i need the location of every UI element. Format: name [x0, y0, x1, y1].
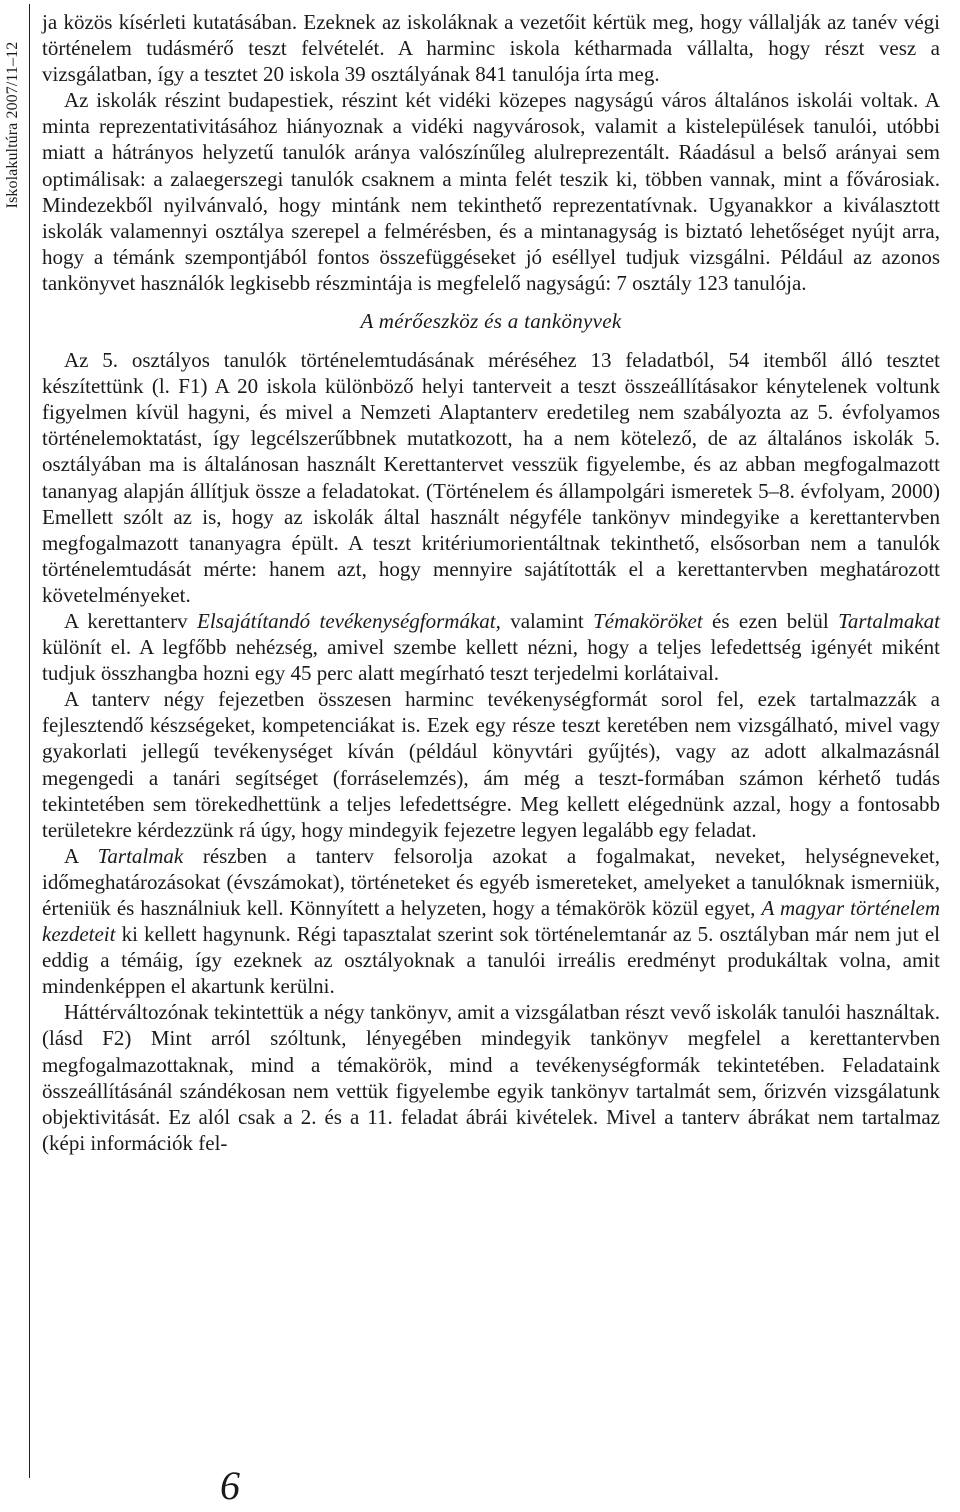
- paragraph-2: Az iskolák részint budapestiek, részint két vidéki közepes nagyságú város általános iskolái voltak. A minta reprezentativitásához hiányoznak a vidéki nagyvárosok, valamit a kistelepülések tanulói, utóbbi miatt a hátrányos helyzetű tanulók aránya valószínűleg alulreprezentált. Ráadásul a belső arányai sem optimálisak: a zalaegerszegi tanulók csaknem a minta felét teszik ki, többen vannak, mint a fővárosiak. Mindezekből nyilvánvaló, hogy mintánk nem tekinthető reprezentatívnak. Ugyanakkor a kiválasztott iskolák valamennyi osztálya szerepel a felmérésben, és a mintanagyság is biztató lehetőséget nyújt arra, hogy a témánk szempontjából fontos összefüggéseket jó eséllyel tudjuk vizsgálni. Például az azonos tankönyvet használók legkisebb részmintája is megfelelő nagyságú: 7 osztály 123 tanulója.: [42, 88, 940, 295]
- paragraph-7: Háttérváltozónak tekintettük a négy tankönyv, amit a vizsgálatban részt vevő iskolák tanulói használtak. (lásd F2) Mint arról szóltunk, lényegében mindegyik tankönyv megfelel a kerettantervben megfogalmazottaknak, mind a témakörök, mind a tevékenységformák tekintetében. Feladataink összeállításánál szándékosan nem vettük figyelembe egyik tankönyv tartalmát sem, őrizvén vizsgálatunk objektivitását. Ez alól csak a 2. és a 11. feladat ábrái kivételek. Mivel a tanterv ábrákat nem tartalmaz (képi információk fel-: [42, 1000, 940, 1155]
- paragraph-6-italic-1: Tartalmak: [97, 843, 184, 868]
- paragraph-4: [42, 608, 940, 686]
- paragraph-6: [42, 843, 940, 1000]
- paragraph-6-text-2: részben a tanterv felsorolja azokat a fogalmakat, neveket, helységneveket, időmeghatározásokat (évszámokat), történeteket és egyéb ismereteket, amelyeket a tanulóknak ismerniük, érteniük és használniuk kell. Könnyített a helyzeten, hogy a témakörök közül egyet,: [42, 843, 940, 920]
- page-number: 6: [220, 1463, 240, 1508]
- paragraph-3: Az 5. osztályos tanulók történelemtudásának méréséhez 13 feladatból, 54 itemből álló tesztet készítettünk (l. F1) A 20 iskola különböző helyi tanterveit a teszt összeállításakor kénytelenek voltunk figyelmen kívül hagyni, és mivel a Nemzeti Alaptanterv eredetileg nem szabályozta az 5. évfolyamos történelemoktatást, így legcélszerűbbnek mutatkozott, ha a nem kötelező, de az általános iskolák 5. osztályában ma is általánosan használt Kerettantervet vesszük figyelembe, és az abban megfogalmazott tananyag alapján állítjuk össze a feladatokat. (Történelem és állampolgári ismeretek 5–8. évfolyam, 2000) Emellett szólt az is, hogy az iskolák által használt négyféle tankönyv mindegyike a kerettantervben megfogalmazott tananyagra épült. A teszt kritériumorientáltnak tekinthető, elsősorban nem a tanulók történelemtudását mérte: hanem azt, hogy mennyire sajátították el a kerettantervben meghatározott követelményeket.: [42, 348, 940, 607]
- running-head-text: Iskolakultúra 2007/11–12: [4, 41, 21, 209]
- paragraph-6-text-1: A: [64, 843, 98, 868]
- margin-rule: [29, 4, 30, 1478]
- paragraph-4-text-2: valamint: [500, 608, 594, 633]
- paragraph-4-text-1: A kerettanterv: [64, 608, 197, 633]
- paragraph-5: A tanterv négy fejezetben összesen harminc tevékenységformát sorol fel, ezek tartalmazzák a fejlesztendő készségeket, kompetenciákat is. Ezek egy része teszt keretében nem vizsgálható, mivel vagy gyakorlati jellegű tevékenységet kíván (például könyvtári gyűjtés), vagy az adott alkalmazásnál megengedi a tanári segítséget (forráselemzés), ám még a teszt-formában számon kérhető tudás tekintetében sem törekedhettünk a teljes lefedettségre. Meg kellett elégednünk azzal, hogy a fontosabb területekre kérdezzünk rá úgy, hogy mindegyik fejezetre legyen legalább egy feladat.: [42, 687, 940, 842]
- paragraph-4-italic-3: Tartalmakat: [838, 608, 940, 633]
- paragraph-4-text-3: és ezen belül: [702, 608, 839, 633]
- paragraph-4-italic-1: Elsajátítandó tevékenységformákat,: [197, 608, 501, 633]
- paragraph-6-italic-2: A magyar történelem kezdeteit: [42, 896, 940, 947]
- section-heading: A mérőeszköz és a tankönyvek: [360, 309, 622, 334]
- paragraph-4-text-4: különít el. A legfőbb nehézség, amivel szembe kellett nézni, hogy a teljes lefedettség igényét miként tudjuk összhangba hozni egy 45 perc alatt megírható teszt terjedelmi korlátaival.: [42, 635, 940, 686]
- paragraph-4-italic-2: Témaköröket: [593, 608, 703, 633]
- running-head: [0, 0, 26, 250]
- paragraph-1: ja közös kísérleti kutatásában. Ezeknek az iskoláknak a vezetőit kértük meg, hogy vállalják az tanév végi történelem tudásmérő teszt felvételét. A harminc iskola kétharmada vállalta, hogy részt vesz a vizsgálatban, így a tesztet 20 iskola 39 osztályának 841 tanulója írta meg.: [42, 10, 940, 87]
- article-body: [42, 9, 940, 1156]
- paragraph-6-text-3: ki kellett hagynunk. Régi tapasztalat szerint sok történelemtanár az 5. osztályban már nem jut el eddig a témáig, így ezeknek az osztályoknak a tanulói irreális eredményt produkáltak volna, amit mindenképpen el akartunk kerülni.: [42, 922, 940, 999]
